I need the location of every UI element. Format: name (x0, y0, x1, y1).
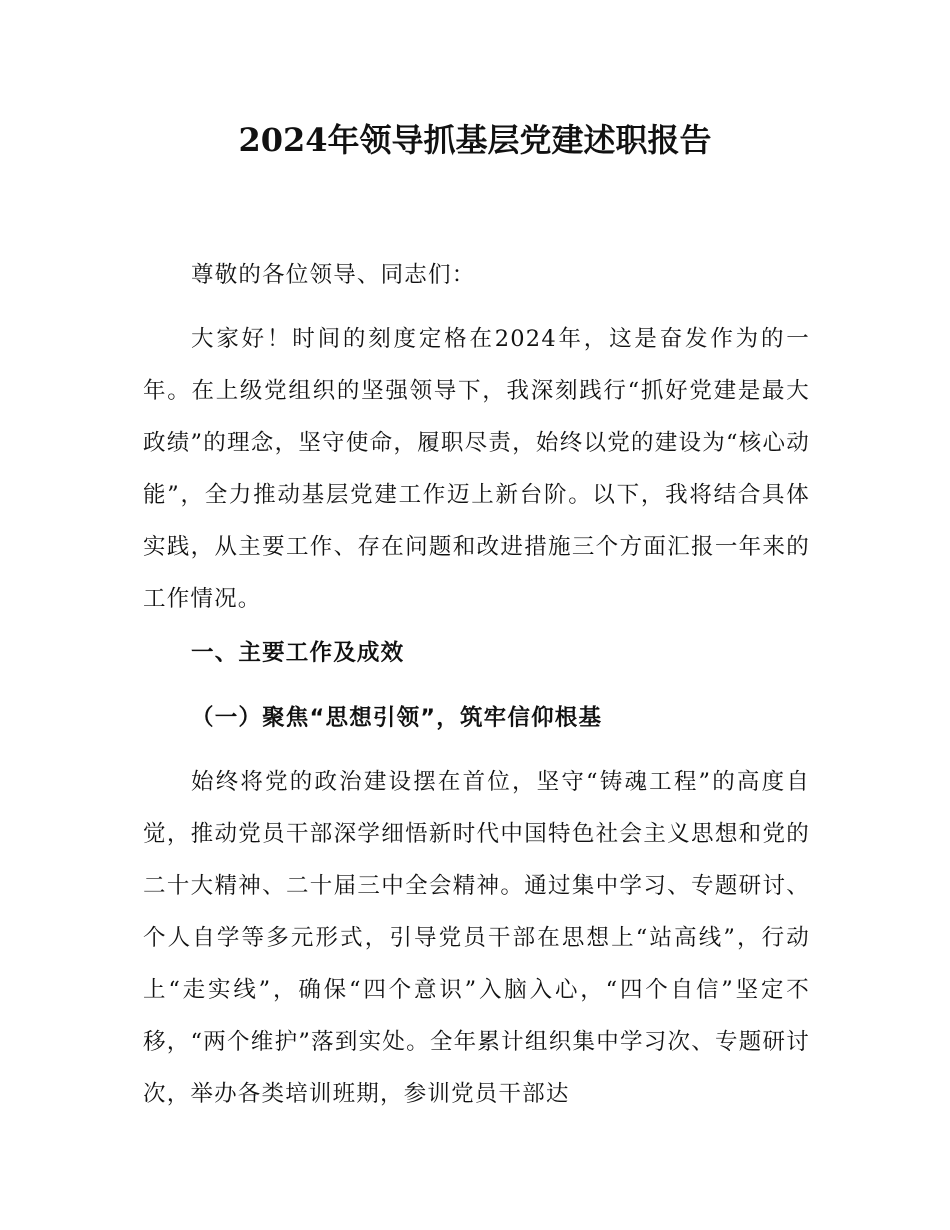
section-heading-main-work: 一、主要工作及成效 (191, 640, 405, 666)
salutation: 尊敬的各位领导、同志们： (191, 262, 476, 288)
paragraph-thought-leadership: 始终将党的政治建设摆在首位，坚守“铸魂工程”的高度自觉，推动党员干部深学细悟新时代中国特色社会主义思想和党的二十大精神、二十届三中全会精神。通过集中学习、专题研讨、个人自学等多元形式，引导党员干部在思想上“站高线”，行动上“走实线”，确保“四个意识”入脑入心，“四个自信”坚定不移，“两个维护”落到实处。全年累计组织集中学习次、专题研讨次，举办各类培训班期，参训党员干部达 (143, 769, 810, 1107)
paragraph-intro: 大家好！时间的刻度定格在2024年，这是奋发作为的一年。在上级党组织的坚强领导下，我深刻践行“抓好党建是最大政绩”的理念，坚守使命，履职尽责，始终以党的建设为“核心动能”，全力推动基层党建工作迈上新台阶。以下，我将结合具体实践，从主要工作、存在问题和改进措施三个方面汇报一年来的工作情况。 (143, 326, 810, 612)
subsection-heading-thought-leadership: （一）聚焦“思想引领”，筑牢信仰根基 (191, 705, 603, 731)
document-title: 2024年领导抓基层党建述职报告 (238, 121, 712, 159)
